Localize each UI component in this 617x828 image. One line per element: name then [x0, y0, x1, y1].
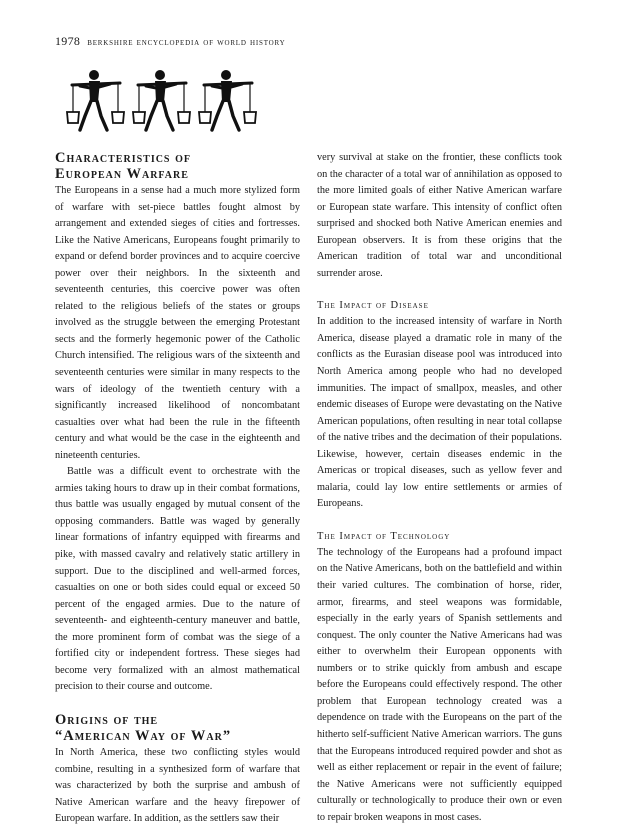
page-number: 1978: [55, 34, 81, 48]
subheading-impact-of-technology: The Impact of Technology: [317, 530, 451, 542]
water-carrier-figure-icon: [67, 70, 124, 130]
section-heading-line: “American Way of War”: [55, 727, 232, 744]
paragraph: Battle was a difficult event to orchestrate with the armies taking hours to draw up in their combat formations, thus battle was usually engaged by mutual consent of the opposing commanders. Battle was waged by generally linear formations of infantry equipped with firearms and pike, with massed cavalry and relatively static artillery in support. Due to the disciplined and well-armed forces, casualties on one or both sides could equal or exceed 50 percent of the engaged armies. Due to the nature of seventeenth- and eighteenth-century maneuver and battle, the more prominent form of combat was the siege of a fortified city or independent fortress. These sieges had become very formalized with an almost mathematical precision to their course and outcome.: [55, 466, 300, 693]
section-heading-line: Origins of the: [55, 711, 159, 728]
paragraph: In addition to the increased intensity of warfare in North America, disease played a dramatic role in many of the conflicts as the Eurasian disease pool was introduced into North America among people who had no developed immunities. The impact of smallpox, measles, and other endemic diseases of Europe were devastating on the Native American populations, often resulting in near total collapse of the native tribes and the decimation of their populations. Likewise, however, certain diseases endemic in the Americas or tropical diseases, such as yellow fever and malaria, could lay low entire settlements or armies of Europeans.: [317, 316, 562, 510]
subheading-impact-of-disease: The Impact of Disease: [317, 300, 429, 312]
running-header: [55, 34, 285, 49]
section-heading-european-warfare: [55, 150, 300, 182]
section-heading-line: Characteristics of: [55, 150, 192, 166]
section-heading-american-way-of-war: [55, 712, 300, 744]
publication-title: berkshire encyclopedia of world history: [87, 37, 286, 48]
section-heading-line: European Warfare: [55, 166, 189, 182]
paragraph: The technology of the Europeans had a profound impact on the Native Americans, both on the battlefield and within their varied cultures. The combination of horse, rider, armor, firearms, and steel weapons was formidable, especially in the early years of Spanish settlements and conquest. The only counter the Native Americans had was either to overwhelm their European opponents with numbers or to strike quickly from ambush and escape before the Europeans could effectively respond. The other problem that European technology created was a dependence on trade with the Europeans on the part of the hitherto self-sufficient Native American warriors. The guns that the Europeans introduced required powder and shot as well as either replacement or repair in the event of failure; the Native Americans were not sufficiently equipped culturally or technologically to produce their own or even to repair broken weapons in most cases.: [317, 546, 562, 823]
paragraph: The Europeans in a sense had a much more stylized form of warfare with set-piece battles fought almost by arrangement and extended sieges of cities and fortresses. Like the Native Americans, Europeans fought primarily to expand or defend border provinces and to acquire coercive power over their neighbors. In the sixteenth and seventeenth centuries, this coercive power was often related to the religious beliefs of the states or groups involved as the struggle between the emerging Protestant sects and the formerly hegemonic power of the Catholic Church intensified. The religious wars of the sixteenth and seventeenth centuries were similar in many respects to the wars of ideology of the twentieth century with a significantly increased likelihood of noncombatant casualties over what had been the rule in the fifteenth century and what would be the case in the eighteenth and nineteenth centuries.: [55, 185, 300, 461]
paragraph: In North America, these two conflicting styles would combine, resulting in a synthesized form of warfare that was characterized by both the surprise and ambush of Native American warfare and the heavy firepower of European warfare. In addition, as the settlers saw their: [55, 746, 300, 825]
right-column: [317, 150, 562, 826]
water-carrier-figure-icon: [133, 70, 190, 130]
paragraph: very survival at stake on the frontier, these conflicts took on the character of a total war of annihilation as opposed to the more limited goals of either Native American warfare or European state warfare. This intensity of conflict often surprised and shocked both Native American enemies and European observers. It is from these origins that the American tradition of total war and unconditional surrender arose.: [317, 152, 562, 279]
water-carrier-figure-icon: [199, 70, 256, 130]
left-column: [55, 150, 300, 828]
water-carrier-figures: [58, 64, 263, 136]
